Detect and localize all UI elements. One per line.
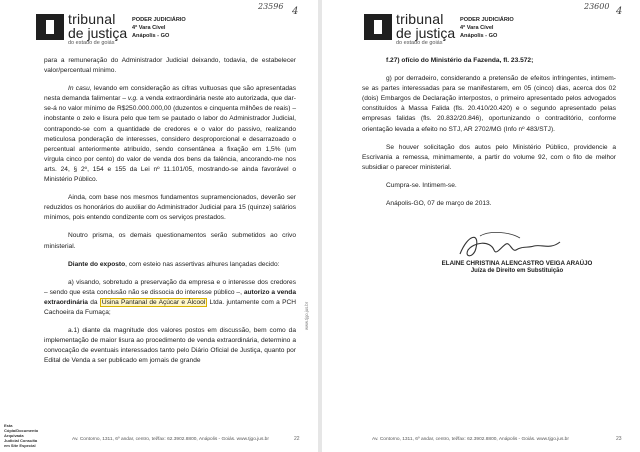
brand-line-1: tribunal <box>68 11 116 27</box>
cumpra-line: Cumpra-se. Intimem-se. <box>386 181 457 189</box>
side-watermark: www.tjgo.jus.br <box>304 301 309 330</box>
item-g: g) por derradeiro, considerando a pretensão de efeitos infringentes, intimem-se as partes interessadas para se manifestarem, em 05 (cinco) dias, acerca dos 02 (dois) Embargos de Declaração interpostos, o primeiro apresentado pelos advogados constituídos à Massa Falida (fls. 20.410/20.420) e o segundo apresentado pelas empresas falidas (fls. 20.832/20.846), oportunizando o contraditório, conforme orientação levada a efeito no STJ, AR 2702/MG (Info nº 483/STJ). <box>362 75 616 133</box>
page-number: 22 <box>294 436 300 442</box>
left-body-text <box>44 56 296 374</box>
judge-name: ELAINE CHRISTINA ALENCASTRO VEIGA ARAÚJO <box>441 260 593 267</box>
latin-abbrev: v.g. <box>127 95 139 103</box>
highlighted-company-name[interactable]: Usina Pantanal de Açúcar e Álcool <box>101 298 206 306</box>
brand-block <box>396 12 455 47</box>
paragraph-text: para a remuneração do Administrador Judicial deixando, todavia, de estabelecer valor/percentual mínimo. <box>44 57 296 75</box>
tribunal-logo-icon <box>364 14 392 40</box>
paragraph-text: da <box>87 298 100 306</box>
page-stamp-mark: 4 <box>616 6 623 17</box>
paragraph <box>44 326 296 366</box>
page-footer: Av. Contorno, 1311, 6º andar, centro, tel/fax: 62.3902.8800, Anápolis - Goiás. www.tjgo.jus.br <box>72 437 269 442</box>
handwritten-signature-icon <box>450 228 570 264</box>
paragraph <box>44 260 296 270</box>
header-info <box>132 16 186 40</box>
page-number: 23 <box>616 436 622 442</box>
brand-line-2: de justiça <box>396 25 456 41</box>
paragraph-text: Ltda. juntamente com a PCH Cachoeira da Fumaça; <box>44 298 297 316</box>
page-footer: Av. Contorno, 1311, 6º andar, centro, tel/fax: 62.3902.8800, Anápolis - Goiás. www.tjgo.jus.br <box>372 437 569 442</box>
brand-line-2: de justiça <box>68 25 128 41</box>
paragraph <box>44 56 296 76</box>
header-info-line-3: Anápolis - GO <box>132 33 170 39</box>
page-stamp-number: 23600 <box>584 2 610 11</box>
paragraph <box>44 84 296 185</box>
header-info-line-3: Anápolis - GO <box>460 33 498 39</box>
paragraph-text: , com esteio nas assertivas alhures lançadas decido: <box>125 260 280 268</box>
document-page-left <box>0 0 318 452</box>
date-line: Anápolis-GO, 07 de março de 2013. <box>386 200 492 208</box>
header-info-line-2: 4ª Vara Cível <box>132 25 166 31</box>
bold-lead: Diante do exposto <box>68 260 126 268</box>
paragraph: Se houver solicitação dos autos pelo Ministério Público, providencie a Escrivania a remessa, minimamente, a partir do volume 92, com o fito de melhor subsidiar o parecer ministerial. <box>362 143 616 171</box>
paragraph-text: a) visando, sobretudo a preservação da empresa e o interesse dos credores – sendo que esta conclusão não se dissocia do interesse público –, <box>44 278 296 296</box>
judge-role: Juíza de Direito em Substituição <box>470 268 564 274</box>
header-info-line-1: PODER JUDICIÁRIO <box>460 17 514 23</box>
paragraph <box>44 193 296 223</box>
paragraph <box>44 278 296 318</box>
right-body-text <box>362 56 616 217</box>
header-info-line-1: PODER JUDICIÁRIO <box>132 17 186 23</box>
signature-block <box>412 228 622 288</box>
latin-term: In casu <box>68 85 90 93</box>
document-page-right <box>322 0 640 452</box>
paragraph-text: Ainda, com base nos mesmos fundamentos supramencionados, deverão ser reduzidos os honorários do auxiliar do Administrador Judicial para 15 (quinze) salários mínimos, pois entendo condizente com os serviços prestados. <box>44 194 296 222</box>
brand-line-1: tribunal <box>396 11 444 27</box>
paragraph-text: , levando em consideração as cifras vultuosas que são apresentadas nesta demanda falimentar – <box>44 85 297 103</box>
paragraph-text: a venda extraordinária neste ato autorizada, que dar-se-á no valor mínimo de R$250.000.000,00 (duzentos e cinquenta milhões de reais) – inobstante o zelo e lisura pelo que tem se pautado o labor do Administrador Judicial, contrapondo-se com a quantidade de credores e o valor do passivo, realizando meticulosa ponderação de interesses, considero desproporcional e desarrazoado o percentual anteriormente atribuído, sendo consentânea a fixação em 1,5% (um vírgula cinco por cento) do valor de venda dos bens da falência, ancorando-me nos arts. 24, § 2º, 154 e 155 da Lei nº 11.101/05, mostrando-se ainda favorável o Ministério Público. <box>44 95 296 184</box>
bold-decision: autorizo a venda extraordinária <box>44 288 297 306</box>
item-f27: f.27) ofício do Ministério da Fazenda, fl. 23.572; <box>386 57 534 64</box>
archive-stamp: Esta Cópia/Documento Arquivada Judicial Consulta em Site Especial <box>4 423 39 448</box>
tribunal-logo-icon <box>36 14 64 40</box>
header-info <box>460 16 514 40</box>
paragraph-text: Noutro prisma, os demais questionamentos serão submetidos ao crivo ministerial. <box>44 232 296 250</box>
brand-block <box>68 12 127 47</box>
header-info-line-2: 4ª Vara Cível <box>460 25 494 31</box>
brand-sub: do estado de goiás <box>396 40 443 46</box>
paragraph-text: a.1) diante da magnitude dos valores postos em discussão, bem como da implementação de maior lisura ao procedimento de venda extraordinária, determino a convocação de eventuais interessados tanto pelo Diário Oficial de Justiça, quanto por Edital de Venda a ser publicado em jornais de grande <box>44 327 296 365</box>
page-stamp-number: 23596 <box>258 2 284 11</box>
brand-sub: do estado de goiás <box>68 40 115 46</box>
paragraph <box>44 231 296 251</box>
page-stamp-mark: 4 <box>292 6 299 17</box>
